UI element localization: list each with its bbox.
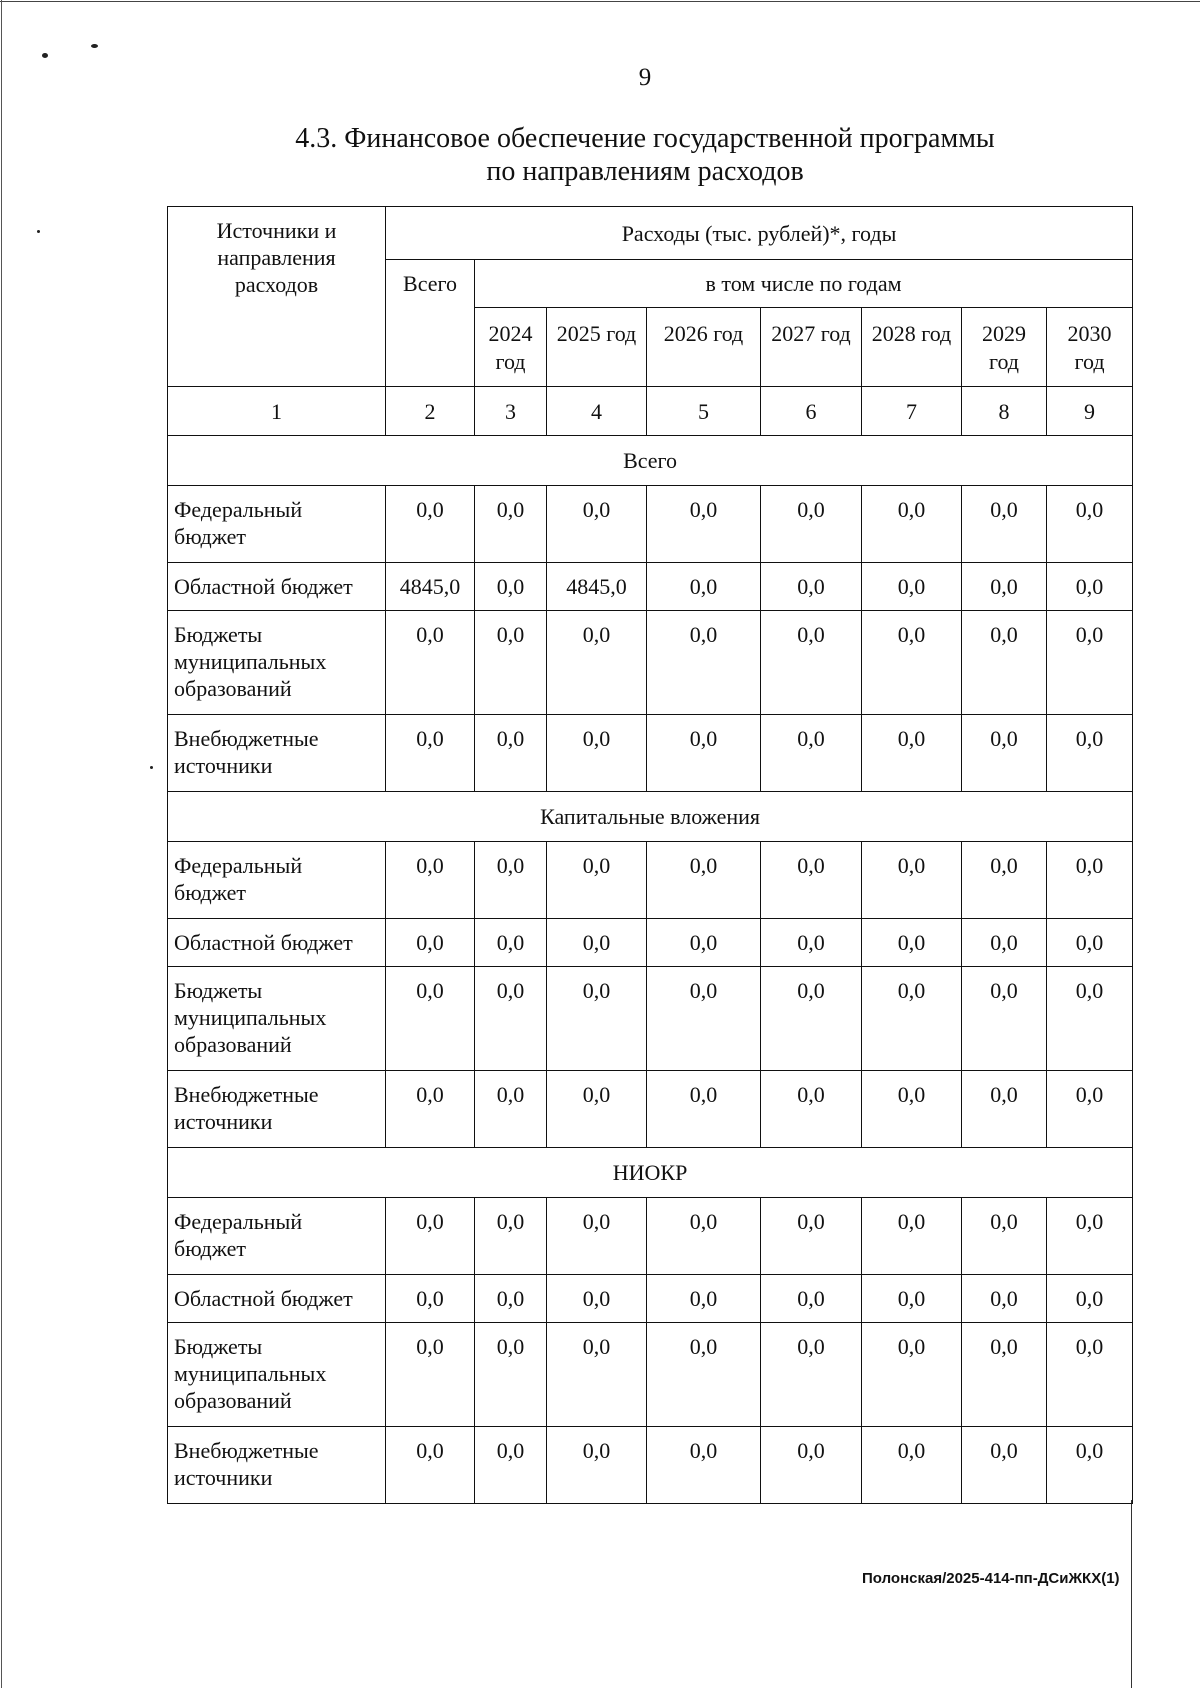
header-year-2025: 2025 год [547, 308, 647, 387]
year-value-cell: 0,0 [962, 611, 1047, 715]
table-row [168, 1071, 1133, 1148]
total-value-cell: 4845,0 [386, 563, 475, 611]
year-value-cell: 0,0 [862, 919, 962, 967]
total-value-cell: 0,0 [386, 1427, 475, 1504]
column-number: 3 [475, 387, 547, 436]
table-row [168, 919, 1133, 967]
funding-source-cell: Федеральный бюджет [168, 1198, 386, 1275]
table-row [168, 611, 1133, 715]
year-value-cell: 0,0 [761, 842, 862, 919]
year-value-cell: 0,0 [475, 1198, 547, 1275]
year-value-cell: 0,0 [547, 1071, 647, 1148]
scan-speck [150, 766, 153, 769]
year-value-cell: 0,0 [475, 967, 547, 1071]
funding-source-cell: Бюджеты муниципальных образований [168, 967, 386, 1071]
funding-source-cell: Областной бюджет [168, 1275, 386, 1323]
year-value-cell: 0,0 [647, 919, 761, 967]
header-expenses-group: Расходы (тыс. рублей)*, годы [386, 207, 1133, 260]
total-value-cell: 0,0 [386, 1275, 475, 1323]
funding-source-cell: Внебюджетные источники [168, 1427, 386, 1504]
year-value-cell: 0,0 [1047, 842, 1133, 919]
section-title: Капитальные вложения [168, 792, 1133, 842]
year-value-cell: 0,0 [475, 842, 547, 919]
year-value-cell: 0,0 [547, 967, 647, 1071]
year-value-cell: 0,0 [962, 1323, 1047, 1427]
year-value-cell: 0,0 [647, 486, 761, 563]
year-value-cell: 0,0 [1047, 919, 1133, 967]
year-value-cell: 0,0 [547, 1198, 647, 1275]
column-number: 1 [168, 387, 386, 436]
page-title-line: 4.3. Финансовое обеспечение государственной программы [295, 123, 995, 154]
year-value-cell: 0,0 [647, 1071, 761, 1148]
header-by-year-group: в том числе по годам [475, 260, 1133, 308]
finance-table [167, 206, 1133, 1504]
year-value-cell: 0,0 [761, 1275, 862, 1323]
year-value-cell: 0,0 [962, 1198, 1047, 1275]
year-value-cell: 0,0 [475, 611, 547, 715]
year-value-cell: 0,0 [647, 1323, 761, 1427]
year-value-cell: 0,0 [1047, 1323, 1133, 1427]
year-value-cell: 0,0 [547, 486, 647, 563]
scan-speck [37, 230, 40, 233]
header-year-2027: 2027 год [761, 308, 862, 387]
table-row [168, 1323, 1133, 1427]
total-value-cell: 0,0 [386, 842, 475, 919]
year-value-cell: 0,0 [1047, 967, 1133, 1071]
total-value-cell: 0,0 [386, 715, 475, 792]
year-value-cell: 0,0 [647, 1275, 761, 1323]
year-value-cell: 0,0 [862, 486, 962, 563]
year-value-cell: 0,0 [761, 1198, 862, 1275]
year-value-cell: 0,0 [475, 1427, 547, 1504]
section-header-row [168, 792, 1133, 842]
table-row [168, 1198, 1133, 1275]
year-value-cell: 0,0 [475, 715, 547, 792]
table-row [168, 563, 1133, 611]
column-number: 8 [962, 387, 1047, 436]
header-year-2030: 2030 год [1047, 308, 1133, 387]
year-value-cell: 0,0 [1047, 1198, 1133, 1275]
scan-edge-top [0, 1, 1200, 2]
funding-source-cell: Внебюджетные источники [168, 1071, 386, 1148]
year-value-cell: 0,0 [862, 1427, 962, 1504]
total-value-cell: 0,0 [386, 1198, 475, 1275]
page-number: 9 [638, 64, 652, 91]
document-code: Полонская/2025-414-пп-ДСиЖКХ(1) [862, 1570, 1120, 1587]
year-value-cell: 0,0 [761, 486, 862, 563]
year-value-cell: 0,0 [862, 842, 962, 919]
scan-edge-right [1131, 1500, 1132, 1688]
funding-source-cell: Федеральный бюджет [168, 842, 386, 919]
table-row [168, 486, 1133, 563]
year-value-cell: 0,0 [962, 1275, 1047, 1323]
year-value-cell: 0,0 [475, 1071, 547, 1148]
header-year-2026: 2026 год [647, 308, 761, 387]
total-value-cell: 0,0 [386, 1071, 475, 1148]
total-value-cell: 0,0 [386, 611, 475, 715]
table-row [168, 1427, 1133, 1504]
year-value-cell: 0,0 [647, 611, 761, 715]
table-row [168, 967, 1133, 1071]
year-value-cell: 0,0 [475, 486, 547, 563]
column-number: 4 [547, 387, 647, 436]
year-value-cell: 0,0 [862, 967, 962, 1071]
header-year-2024: 2024 год [475, 308, 547, 387]
year-value-cell: 0,0 [1047, 611, 1133, 715]
funding-source-cell: Федеральный бюджет [168, 486, 386, 563]
year-value-cell: 0,0 [547, 919, 647, 967]
year-value-cell: 0,0 [547, 1275, 647, 1323]
year-value-cell: 0,0 [862, 1275, 962, 1323]
year-value-cell: 0,0 [547, 1323, 647, 1427]
year-value-cell: 0,0 [1047, 486, 1133, 563]
year-value-cell: 0,0 [761, 967, 862, 1071]
table-row [168, 1275, 1133, 1323]
total-value-cell: 0,0 [386, 486, 475, 563]
funding-source-cell: Областной бюджет [168, 919, 386, 967]
year-value-cell: 0,0 [761, 715, 862, 792]
total-value-cell: 0,0 [386, 919, 475, 967]
column-number: 2 [386, 387, 475, 436]
year-value-cell: 0,0 [962, 842, 1047, 919]
year-value-cell: 0,0 [761, 1323, 862, 1427]
year-value-cell: 0,0 [547, 715, 647, 792]
year-value-cell: 0,0 [862, 1198, 962, 1275]
header-year-2028: 2028 год [862, 308, 962, 387]
year-value-cell: 0,0 [647, 563, 761, 611]
section-header-row [168, 1148, 1133, 1198]
year-value-cell: 4845,0 [547, 563, 647, 611]
page-title-line: по направлениям расходов [486, 156, 804, 187]
year-value-cell: 0,0 [1047, 1071, 1133, 1148]
year-value-cell: 0,0 [962, 967, 1047, 1071]
scan-speck [91, 44, 98, 48]
page-title [0, 122, 1200, 188]
scan-edge-left [1, 0, 2, 1688]
year-value-cell: 0,0 [962, 919, 1047, 967]
year-value-cell: 0,0 [761, 1071, 862, 1148]
year-value-cell: 0,0 [647, 842, 761, 919]
year-value-cell: 0,0 [647, 1427, 761, 1504]
total-value-cell: 0,0 [386, 1323, 475, 1427]
year-value-cell: 0,0 [761, 919, 862, 967]
year-value-cell: 0,0 [862, 715, 962, 792]
year-value-cell: 0,0 [475, 919, 547, 967]
year-value-cell: 0,0 [962, 1071, 1047, 1148]
table-row [168, 842, 1133, 919]
section-header-row [168, 436, 1133, 486]
column-number: 6 [761, 387, 862, 436]
year-value-cell: 0,0 [962, 563, 1047, 611]
total-value-cell: 0,0 [386, 967, 475, 1071]
column-number: 9 [1047, 387, 1133, 436]
year-value-cell: 0,0 [862, 1323, 962, 1427]
year-value-cell: 0,0 [547, 1427, 647, 1504]
year-value-cell: 0,0 [1047, 1427, 1133, 1504]
column-number: 7 [862, 387, 962, 436]
column-numbers-row [168, 387, 1133, 436]
year-value-cell: 0,0 [647, 1198, 761, 1275]
funding-source-cell: Областной бюджет [168, 563, 386, 611]
column-number: 5 [647, 387, 761, 436]
funding-source-cell: Бюджеты муниципальных образований [168, 611, 386, 715]
year-value-cell: 0,0 [647, 967, 761, 1071]
year-value-cell: 0,0 [475, 1275, 547, 1323]
header-total-col: Всего [386, 260, 475, 387]
year-value-cell: 0,0 [761, 1427, 862, 1504]
year-value-cell: 0,0 [962, 1427, 1047, 1504]
year-value-cell: 0,0 [475, 563, 547, 611]
year-value-cell: 0,0 [1047, 1275, 1133, 1323]
header-row-1 [168, 207, 1133, 260]
year-value-cell: 0,0 [962, 486, 1047, 563]
year-value-cell: 0,0 [862, 1071, 962, 1148]
year-value-cell: 0,0 [647, 715, 761, 792]
year-value-cell: 0,0 [862, 563, 962, 611]
year-value-cell: 0,0 [475, 1323, 547, 1427]
year-value-cell: 0,0 [1047, 715, 1133, 792]
header-source-col: Источники и направления расходов [168, 207, 386, 387]
year-value-cell: 0,0 [862, 611, 962, 715]
section-title: Всего [168, 436, 1133, 486]
section-title: НИОКР [168, 1148, 1133, 1198]
year-value-cell: 0,0 [761, 611, 862, 715]
year-value-cell: 0,0 [761, 563, 862, 611]
year-value-cell: 0,0 [1047, 563, 1133, 611]
header-year-2029: 2029 год [962, 308, 1047, 387]
year-value-cell: 0,0 [962, 715, 1047, 792]
table-row [168, 715, 1133, 792]
funding-source-cell: Внебюджетные источники [168, 715, 386, 792]
year-value-cell: 0,0 [547, 842, 647, 919]
year-value-cell: 0,0 [547, 611, 647, 715]
funding-source-cell: Бюджеты муниципальных образований [168, 1323, 386, 1427]
scan-speck [42, 53, 48, 58]
